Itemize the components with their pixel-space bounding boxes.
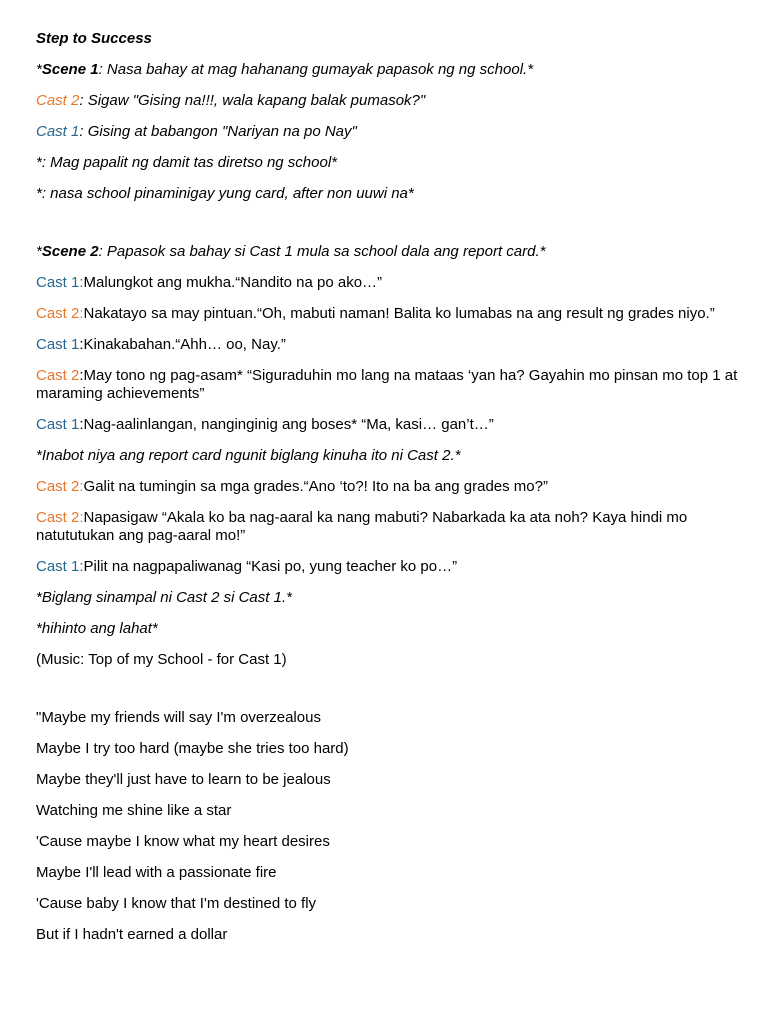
section-spacer [36,682,738,709]
scene-2-line-3 [36,336,738,354]
scene-2-line-5 [36,416,738,434]
lyric-line: Watching me shine like a star [36,802,232,819]
scene-2-line-7 [36,509,738,545]
line-text: Pilit na nagpapaliwanag “Kasi po, yung teacher ko po…” [83,558,458,575]
scene-2-heading [36,243,738,261]
scene-2-direction-3: *hihinto ang lahat* [36,620,158,637]
line-text: :May tono ng pag-asam* “Siguraduhin mo lang na mataas ‘yan ha? Gayahin mo pinsan mo top 1 at maraming achievements” [36,367,738,402]
lyric-line: Maybe I'll lead with a passionate fire [36,864,277,881]
scene-2-line-6 [36,478,738,496]
section-spacer [36,216,738,243]
speaker-cast-1: Cast 1 [36,416,80,433]
speaker-cast-2: Cast 2: [36,478,84,495]
scene-2-heading-text: : Papasok sa bahay si Cast 1 mula sa school dala ang report card.* [98,243,546,260]
scene-1-label: Scene 1 [41,61,99,78]
scene-1-line-1 [36,92,738,110]
scene-2-line-2 [36,305,738,323]
speaker-cast-2: Cast 2 [36,367,80,384]
speaker-cast-2: Cast 2 [36,92,80,109]
line-text: :Nag-aalinlangan, nanginginig ang boses* “Ma, kasi… gan’t…” [79,416,494,433]
scene-2-label: Scene 2 [41,243,99,260]
scene-2-line-4 [36,367,738,403]
lyric-line: "Maybe my friends will say I'm overzealous [36,709,321,726]
lyric-line: Maybe they'll just have to learn to be jealous [36,771,331,788]
scene-2-direction-1: *Inabot niya ang report card ngunit biglang kinuha ito ni Cast 2.* [36,447,461,464]
scene-1-prefix: * [36,61,42,78]
scene-1-direction-1: *: Mag papalit ng damit tas diretso ng school* [36,154,338,171]
speaker-cast-1: Cast 1: [36,274,84,291]
line-text: :Kinakabahan.“Ahh… oo, Nay.” [79,336,286,353]
lyric-line: But if I hadn't earned a dollar [36,926,228,943]
speaker-cast-1: Cast 1 [36,336,80,353]
speaker-cast-1: Cast 1 [36,123,80,140]
scene-1-line-2 [36,123,738,141]
line-text: Nakatayo sa may pintuan.“Oh, mabuti naman! Balita ko lumabas na ang result ng grades niyo.” [83,305,715,322]
line-text: Galit na tumingin sa mga grades.“Ano ‘to?! Ito na ba ang grades mo?” [83,478,548,495]
document-title: Step to Success [36,30,152,47]
scene-2-prefix: * [36,243,42,260]
scene-1-direction-2: *: nasa school pinaminigay yung card, after non uuwi na* [36,185,414,202]
lyric-line: 'Cause baby I know that I'm destined to fly [36,895,317,912]
lyric-line: Maybe I try too hard (maybe she tries too hard) [36,740,349,757]
line-text: : Sigaw "Gising na!!!, wala kapang balak pumasok?" [79,92,426,109]
speaker-cast-1: Cast 1: [36,558,84,575]
scene-2-direction-2: *Biglang sinampal ni Cast 2 si Cast 1.* [36,589,292,606]
scene-1-heading [36,61,738,79]
line-text: : Gising at babangon "Nariyan na po Nay" [79,123,357,140]
scene-2-line-1 [36,274,738,292]
lyric-line: 'Cause maybe I know what my heart desires [36,833,330,850]
scene-2-line-8 [36,558,738,576]
speaker-cast-2: Cast 2: [36,305,84,322]
speaker-cast-2: Cast 2: [36,509,84,526]
line-text: Malungkot ang mukha.“Nandito na po ako…” [83,274,383,291]
line-text: Napasigaw “Akala ko ba nag-aaral ka nang mabuti? Nabarkada ka ata noh? Kaya hindi mo natututukan ang pag-aaral mo!” [36,509,688,544]
scene-1-heading-text: : Nasa bahay at mag hahanang gumayak papasok ng ng school.* [98,61,534,78]
music-cue: (Music: Top of my School - for Cast 1) [36,651,287,668]
